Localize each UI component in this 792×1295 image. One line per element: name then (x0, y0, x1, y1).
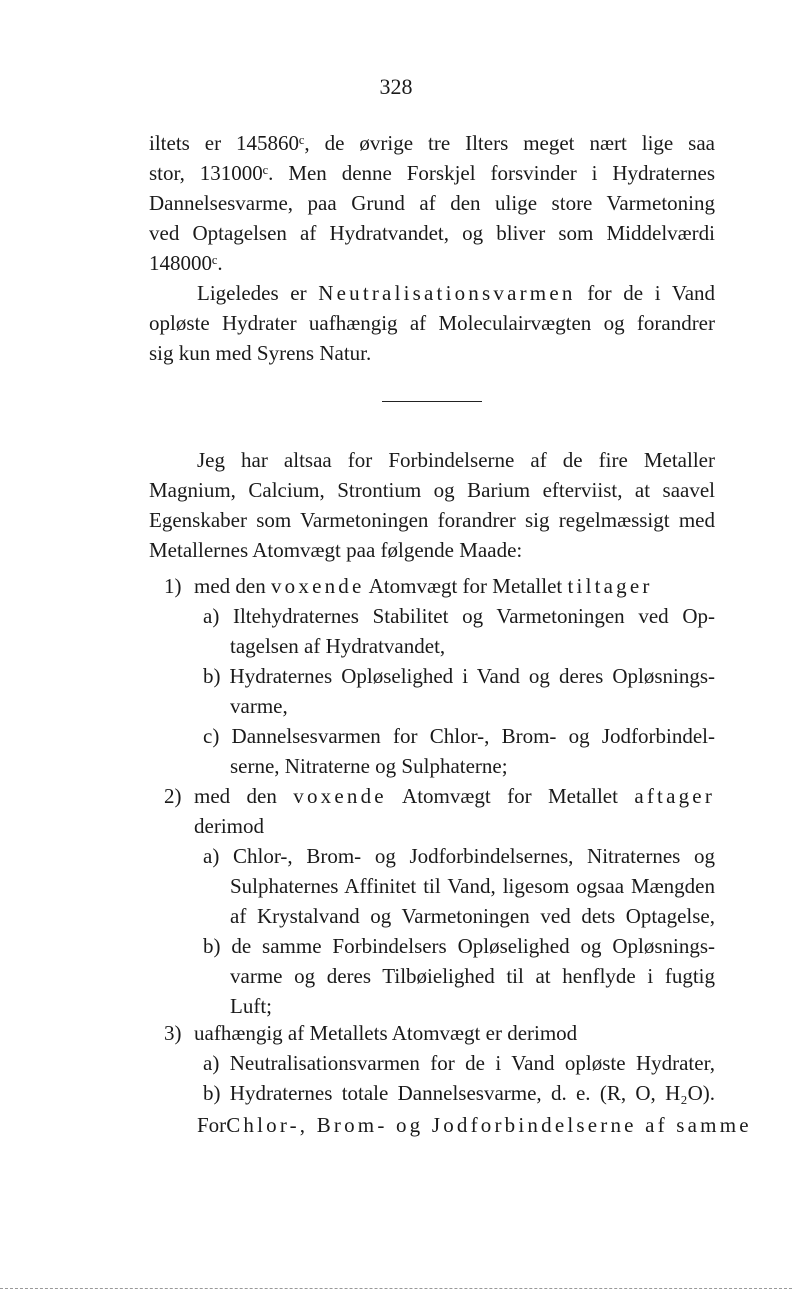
text-line: Metallernes Atomvægt paa følgende Maade: (149, 538, 523, 562)
page-number: 328 (379, 74, 413, 99)
text-line: ved Optagelsen af Hydratvandet, og bliver som Middelværdi (149, 221, 715, 245)
final-line (197, 1110, 752, 1140)
spaced-term: voxende (293, 784, 387, 808)
text-line: af Krystalvand og Varmetoningen ved dets Optagelse, (230, 904, 715, 928)
text-span: med den (194, 574, 266, 598)
text-line: Egenskaber som Varmetoningen forandrer sig regelmæssigt med (149, 508, 715, 532)
text-span: Atomvægt for Metallet (368, 574, 563, 598)
text-line: sig kun med Syrens Natur. (149, 341, 372, 365)
text-span: Ligeledes er (197, 281, 307, 305)
sub-item-1a (203, 601, 715, 661)
text-line (164, 781, 715, 811)
text-span: For (197, 1113, 227, 1137)
text-line: opløste Hydrater uafhængig af Moleculairvægten og forandrer (149, 311, 715, 335)
text-line: serne, Nitraterne og Sulphaterne; (230, 754, 508, 778)
sub-item-3b (203, 1078, 715, 1108)
paragraph-2 (149, 278, 715, 368)
text-line: b) Hydraternes Opløselighed i Vand og deres Opløsnings- (203, 664, 715, 688)
text-line: tagelsen af Hydratvandet, (230, 634, 446, 658)
text-line: Magnium, Calcium, Strontium og Barium efterviist, at saavel (149, 478, 715, 502)
text-line (164, 571, 704, 601)
text-line: c) Dannelsesvarmen for Chlor-, Brom- og Jodforbindel- (203, 724, 715, 748)
text-line: a) Neutralisationsvarmen for de i Vand opløste Hydrater, (203, 1051, 715, 1075)
text-line: varme, (230, 694, 288, 718)
text-span: uafhængig af Metallets Atomvægt er derimod (194, 1021, 578, 1045)
spaced-term: Chlor-, Brom- og Jodforbindelserne af samme (226, 1113, 752, 1137)
text-line: Sulphaternes Affinitet til Vand, ligesom ogsaa Mængden (230, 874, 715, 898)
spaced-term: voxende (270, 574, 365, 598)
text-line: a) Chlor-, Brom- og Jodforbindelsernes, Nitraternes og (203, 844, 715, 868)
text-span: med den (194, 784, 277, 808)
spaced-term: Neutralisationsvarmen (318, 281, 576, 305)
text-line: 148000ᶜ. (149, 251, 223, 275)
text-line (149, 278, 715, 308)
sub-item-1c (203, 721, 715, 781)
text-line: Dannelsesvarme, paa Grund af den ulige store Varmetoning (149, 191, 715, 215)
paragraph-3 (149, 445, 715, 565)
text-line (164, 1018, 715, 1048)
text-line (197, 1110, 752, 1140)
list-item-2 (164, 781, 715, 841)
text-line: Luft; (230, 994, 272, 1018)
spaced-term: aftager (634, 784, 716, 808)
text-line: a) Iltehydraternes Stabilitet og Varmetoningen ved Op- (203, 604, 715, 628)
paragraph-1 (149, 128, 715, 278)
text-span: Atomvægt for Metallet (402, 784, 618, 808)
text-line: b) de samme Forbindelsers Opløselighed og Opløsnings- (203, 934, 715, 958)
page-edge (0, 1288, 792, 1289)
text-line: stor, 131000ᶜ. Men denne Forskjel forsvinder i Hydraternes (149, 161, 715, 185)
sub-item-3a (203, 1048, 715, 1078)
text-line: Jeg har altsaa for Forbindelserne af de fire Metaller (197, 448, 715, 472)
list-item-1 (164, 571, 704, 601)
list-item-3 (164, 1018, 715, 1048)
text-line: varme og deres Tilbøielighed til at henflyde i fugtig (230, 964, 715, 988)
list-number: 1) (164, 574, 182, 598)
sub-item-1b (203, 661, 715, 721)
list-number: 3) (164, 1021, 182, 1045)
sub-item-2a (203, 841, 715, 931)
text-span: for de i Vand (587, 281, 716, 305)
text-line: derimod (194, 814, 264, 838)
section-divider (382, 401, 482, 402)
sub-item-2b (203, 931, 715, 1021)
list-number: 2) (164, 784, 182, 808)
spaced-term: tiltager (567, 574, 653, 598)
text-line: iltets er 145860ᶜ, de øvrige tre Ilters meget nært lige saa (149, 131, 715, 155)
text-line: b) Hydraternes totale Dannelsesvarme, d. e. (R, O, H₂O). (203, 1081, 715, 1105)
